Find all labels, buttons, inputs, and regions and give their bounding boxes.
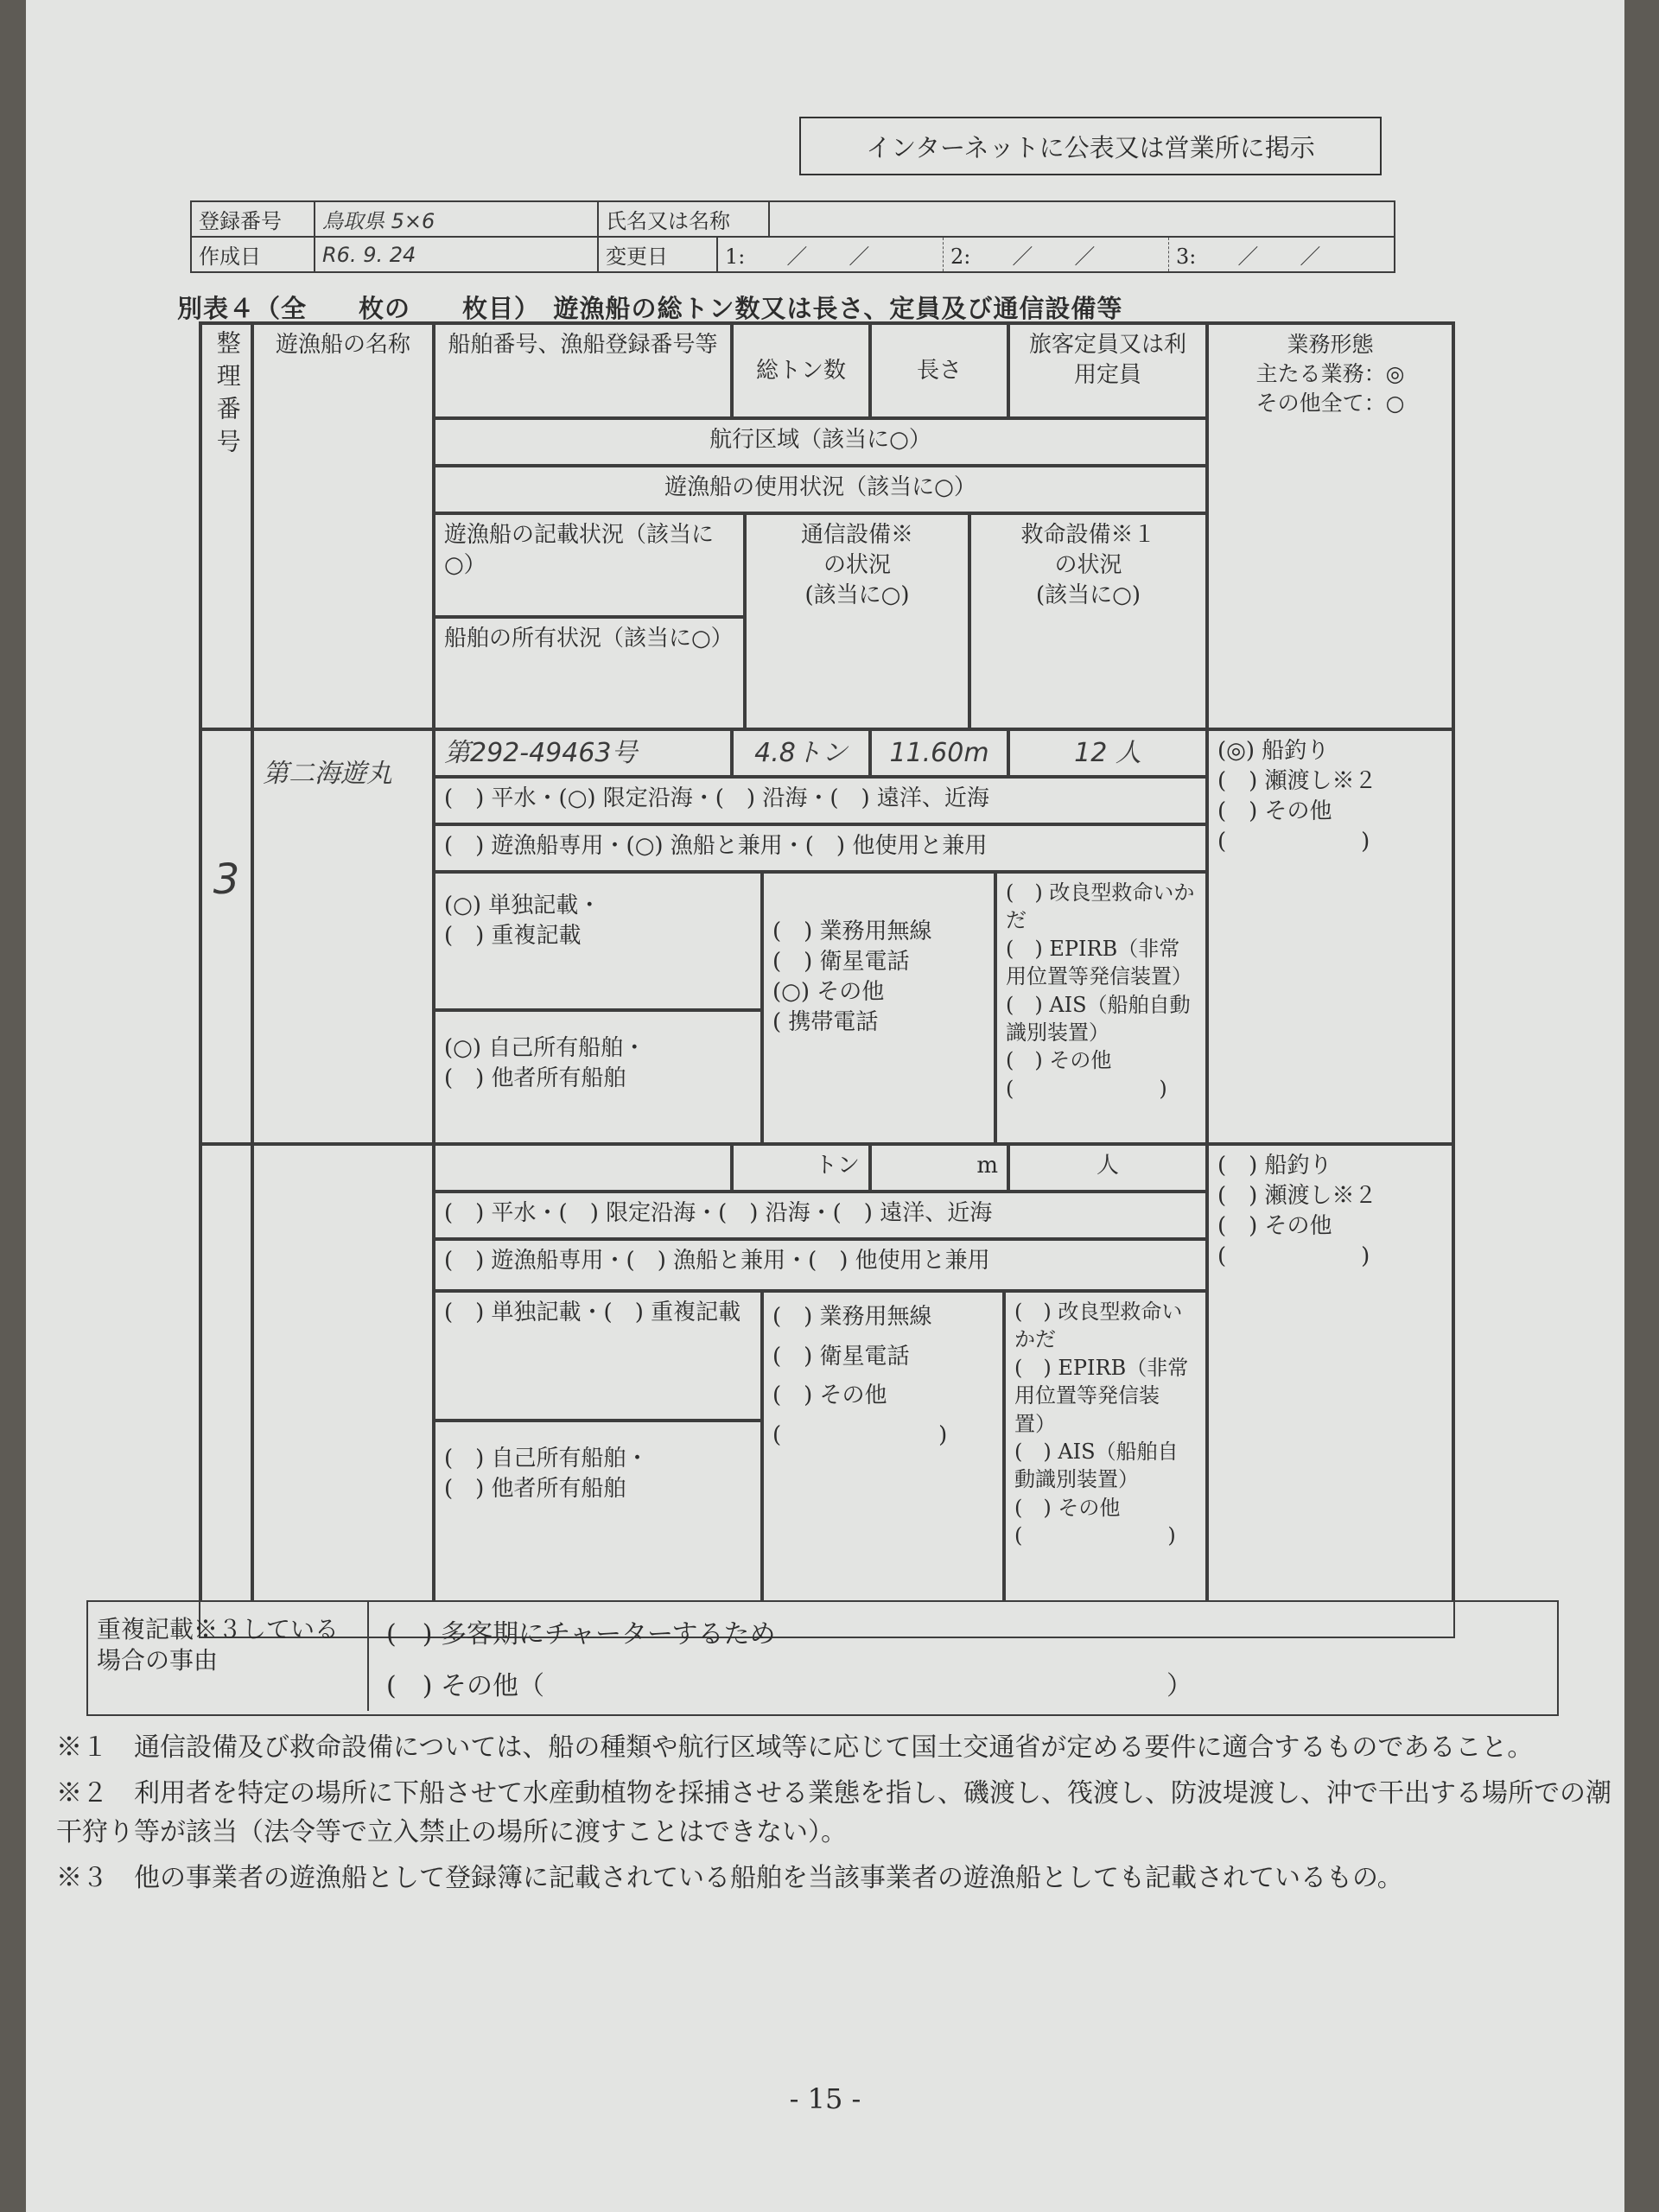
change-date-1: 1: ／ ／ — [718, 238, 944, 271]
row2-capacity: 人 — [1008, 1144, 1207, 1192]
row1-usage: ( ) 遊漁船専用・(○) 漁船と兼用・( ) 他使用と兼用 — [434, 824, 1207, 872]
row1-rescue: ( ) 改良型救命いかだ ( ) EPIRB（非常用位置等発信装置） ( ) AIS（船舶自動識別装置） ( ) その他 ( ) — [995, 872, 1207, 1144]
note-2: ※２ 利用者を特定の場所に下船させて水産動植物を採捕させる業態を指し、磯渡し、筏渡し、防波堤渡し、沖で干出する場所での潮干狩り等が該当（法令等で立入禁止の場所に渡すことはできない）。 — [56, 1778, 1611, 1847]
rescue-header: 救命設備※１ の状況 (該当に○) — [969, 513, 1207, 729]
changed-label: 変更日 — [599, 238, 718, 271]
usage-header: 遊漁船の使用状況（該当に○） — [434, 466, 1207, 513]
reg-no-label: 登録番号 — [191, 201, 315, 237]
duplicate-reason-box — [86, 1600, 1559, 1716]
reason-option-1: ( ) 多客期にチャーターするため — [386, 1619, 776, 1649]
reason-option-2: ( ) その他（ ） — [386, 1671, 1192, 1701]
registration-table — [190, 200, 1395, 273]
name-header: 遊漁船の名称 — [252, 323, 434, 729]
note-1: ※１ 通信設備及び救命設備については、船の種類や航行区域等に応じて国土交通省が定める要件に適合するものであること。 — [56, 1732, 1534, 1763]
name-value — [769, 201, 1395, 237]
change-date-2: 2: ／ ／ — [944, 238, 1169, 271]
row2-area: ( ) 平水・( ) 限定沿海・( ) 沿海・( ) 遠洋、近海 — [434, 1192, 1207, 1239]
row2-ownership: ( ) 自己所有船舶・ ( ) 他者所有船舶 — [434, 1421, 762, 1602]
row2-ship-no — [434, 1144, 732, 1192]
row2-listing: ( ) 単独記載・( ) 重複記載 — [434, 1291, 762, 1421]
reason-label: 重複記載※３している場合の事由 — [88, 1602, 369, 1711]
row1-comm: ( ) 業務用無線 ( ) 衛星電話 (○) その他 ( 携帯電話 — [762, 872, 995, 1144]
note-3: ※３ 他の事業者の遊漁船として登録簿に記載されている船舶を当該事業者の遊漁船としても記載されているもの。 — [56, 1863, 1403, 1893]
comm-header: 通信設備※ の状況 (該当に○) — [745, 513, 969, 729]
table-title: 別表４（全 枚の 枚目） 遊漁船の総トン数又は長さ、定員及び通信設備等 — [177, 294, 1123, 323]
row2-tonnage: トン — [732, 1144, 870, 1192]
row1-vessel-name: 第二海遊丸 — [252, 729, 434, 1144]
ship-no-header: 船舶番号、漁船登録番号等 — [434, 323, 732, 418]
row2-business: ( ) 船釣り ( ) 瀬渡し※２ ( ) その他 ( ) — [1207, 1144, 1453, 1602]
page-number: - 15 - — [789, 2082, 861, 2115]
length-header: 長さ — [870, 323, 1008, 418]
row2-length: m — [870, 1144, 1008, 1192]
row1-length: 11.60m — [870, 729, 1008, 777]
vessel-table — [199, 321, 1455, 1638]
created-label: 作成日 — [191, 237, 315, 272]
publish-notice-box: インターネットに公表又は営業所に掲示 — [799, 117, 1382, 175]
footnotes — [56, 1728, 1611, 1904]
row1-listing: (○) 単独記載・ ( ) 重複記載 — [434, 872, 762, 1010]
listing-header: 遊漁船の記載状況（該当に○） — [434, 513, 745, 617]
ownership-header: 船舶の所有状況（該当に○） — [434, 617, 745, 729]
row2-usage: ( ) 遊漁船専用・( ) 漁船と兼用・( ) 他使用と兼用 — [434, 1239, 1207, 1291]
row1-tonnage: 4.8トン — [732, 729, 870, 777]
row1-ship-no: 第292-49463号 — [434, 729, 732, 777]
name-label: 氏名又は名称 — [598, 201, 769, 237]
row2-seiri — [200, 1144, 252, 1602]
form-page — [26, 0, 1624, 2212]
tonnage-header: 総トン数 — [732, 323, 870, 418]
row2-rescue: ( ) 改良型救命いかだ ( ) EPIRB（非常用位置等発信装置） ( ) AIS（船舶自動識別装置） ( ) その他 ( ) — [1004, 1291, 1207, 1602]
change-date-3: 3: ／ ／ — [1176, 245, 1321, 269]
business-header: 業務形態 主たる業務：◎ その他全て：○ — [1207, 323, 1453, 729]
seiri-header: 整理番号 — [213, 330, 242, 461]
row1-area: ( ) 平水・(○) 限定沿海・( ) 沿海・( ) 遠洋、近海 — [434, 777, 1207, 824]
created-value: R6. 9. 24 — [315, 237, 598, 272]
reg-no-value: 鳥取県 5×6 — [315, 201, 598, 237]
row1-ownership: (○) 自己所有船舶・ ( ) 他者所有船舶 — [434, 1010, 762, 1144]
row2-comm: ( ) 業務用無線 ( ) 衛星電話 ( ) その他 ( ) — [762, 1291, 1004, 1602]
row1-capacity: 12 人 — [1008, 729, 1207, 777]
capacity-header: 旅客定員又は利用定員 — [1008, 323, 1207, 418]
row2-vessel-name — [252, 1144, 434, 1602]
row1-seiri: 3 — [200, 729, 252, 1144]
row1-business: (◎) 船釣り ( ) 瀬渡し※２ ( ) その他 ( ) — [1207, 729, 1453, 1144]
area-header: 航行区域（該当に○） — [434, 418, 1207, 466]
